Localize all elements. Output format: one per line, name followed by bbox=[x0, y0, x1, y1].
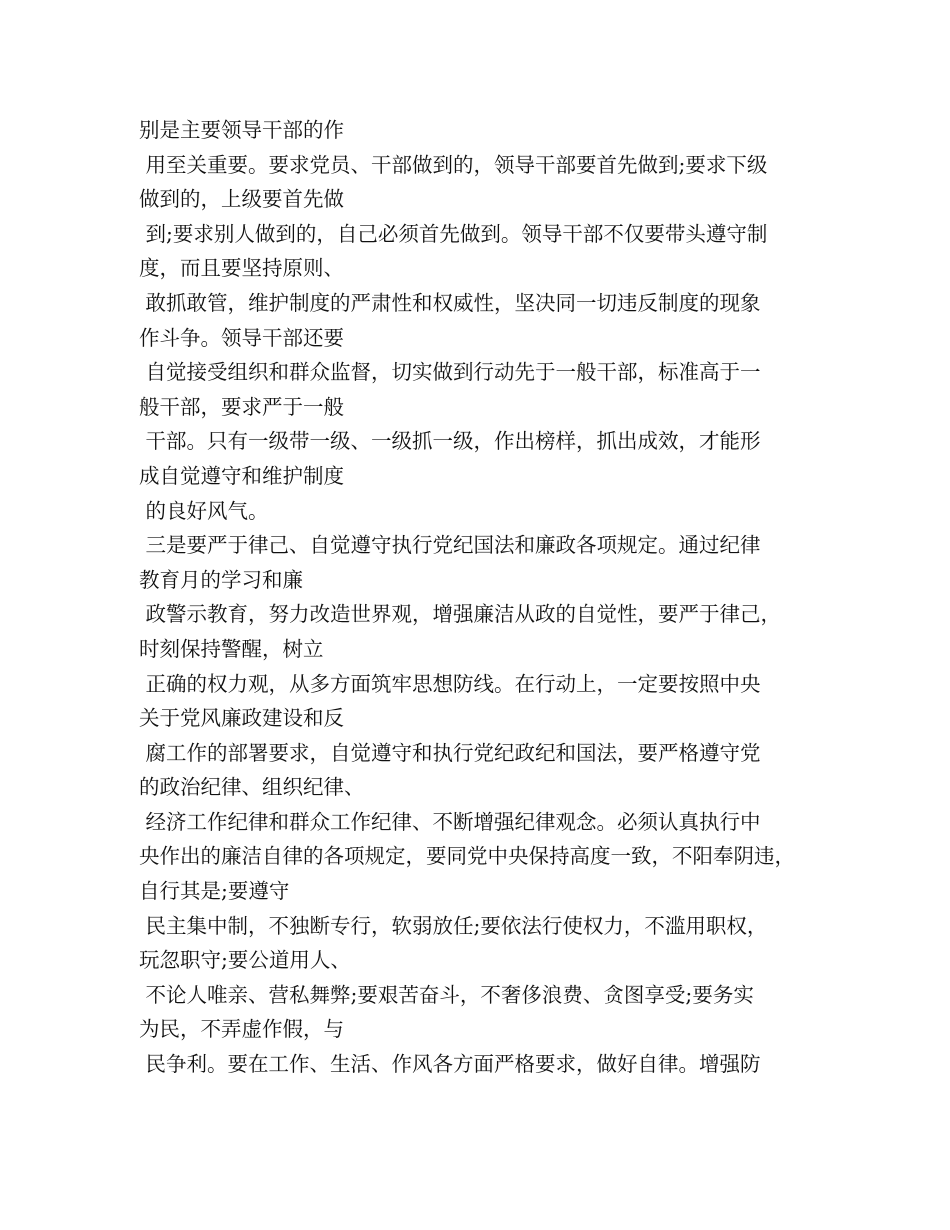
text-line: 的良好风气。 bbox=[139, 498, 269, 523]
text-line: 央作出的廉洁自律的各项规定，要同党中央保持高度一致，不阳奉阴违， bbox=[139, 844, 795, 869]
text-line: 做到的，上级要首先做 bbox=[139, 187, 344, 212]
text-line: 敢抓敢管，维护制度的严肃性和权威性，坚决同一切违反制度的现象 bbox=[139, 290, 761, 315]
text-line: 别是主要领导干部的作 bbox=[139, 118, 344, 142]
text-line: 度，而且要坚持原则、 bbox=[139, 256, 344, 281]
text-line: 时刻保持警醒，树立 bbox=[139, 636, 324, 661]
text-line: 三是要严于律己、自觉遵守执行党纪国法和廉政各项规定。通过纪律 bbox=[139, 533, 761, 558]
text-line: 用至关重要。要求党员、干部做到的，领导干部要首先做到;要求下级 bbox=[139, 152, 768, 177]
text-line: 的政治纪律、组织纪律、 bbox=[139, 775, 365, 800]
text-line: 教育月的学习和廉 bbox=[139, 567, 303, 592]
text-line: 民主集中制，不独断专行，软弱放任;要依法行使权力，不滥用职权， bbox=[139, 913, 768, 938]
text-line: 民争利。要在工作、生活、作风各方面严格要求，做好自律。增强防 bbox=[139, 1052, 761, 1077]
text-line: 成自觉遵守和维护制度 bbox=[139, 463, 344, 488]
text-line: 为民，不弄虚作假，与 bbox=[139, 1017, 344, 1042]
text-line: 政警示教育，努力改造世界观，增强廉洁从政的自觉性，要严于律己， bbox=[139, 602, 782, 627]
text-line: 自觉接受组织和群众监督，切实做到行动先于一般干部，标准高于一 bbox=[139, 360, 761, 385]
text-line: 腐工作的部署要求，自觉遵守和执行党纪政纪和国法，要严格遵守党 bbox=[139, 740, 761, 765]
document-body bbox=[139, 113, 829, 1082]
text-line: 般干部，要求严于一般 bbox=[139, 394, 344, 419]
text-line: 经济工作纪律和群众工作纪律、不断增强纪律观念。必须认真执行中 bbox=[139, 809, 761, 834]
text-line: 正确的权力观，从多方面筑牢思想防线。在行动上，一定要按照中央 bbox=[139, 671, 761, 696]
text-line: 作斗争。领导干部还要 bbox=[139, 325, 344, 350]
text-line: 关于党风廉政建设和反 bbox=[139, 706, 344, 731]
text-line: 到;要求别人做到的，自己必须首先做到。领导干部不仅要带头遵守制 bbox=[139, 221, 768, 246]
text-line: 不论人唯亲、营私舞弊;要艰苦奋斗，不奢侈浪费、贪图享受;要务实 bbox=[139, 982, 754, 1007]
text-line: 玩忽职守;要公道用人、 bbox=[139, 948, 351, 973]
text-line: 自行其是;要遵守 bbox=[139, 879, 290, 904]
text-line: 干部。只有一级带一级、一级抓一级，作出榜样，抓出成效，才能形 bbox=[139, 429, 761, 454]
